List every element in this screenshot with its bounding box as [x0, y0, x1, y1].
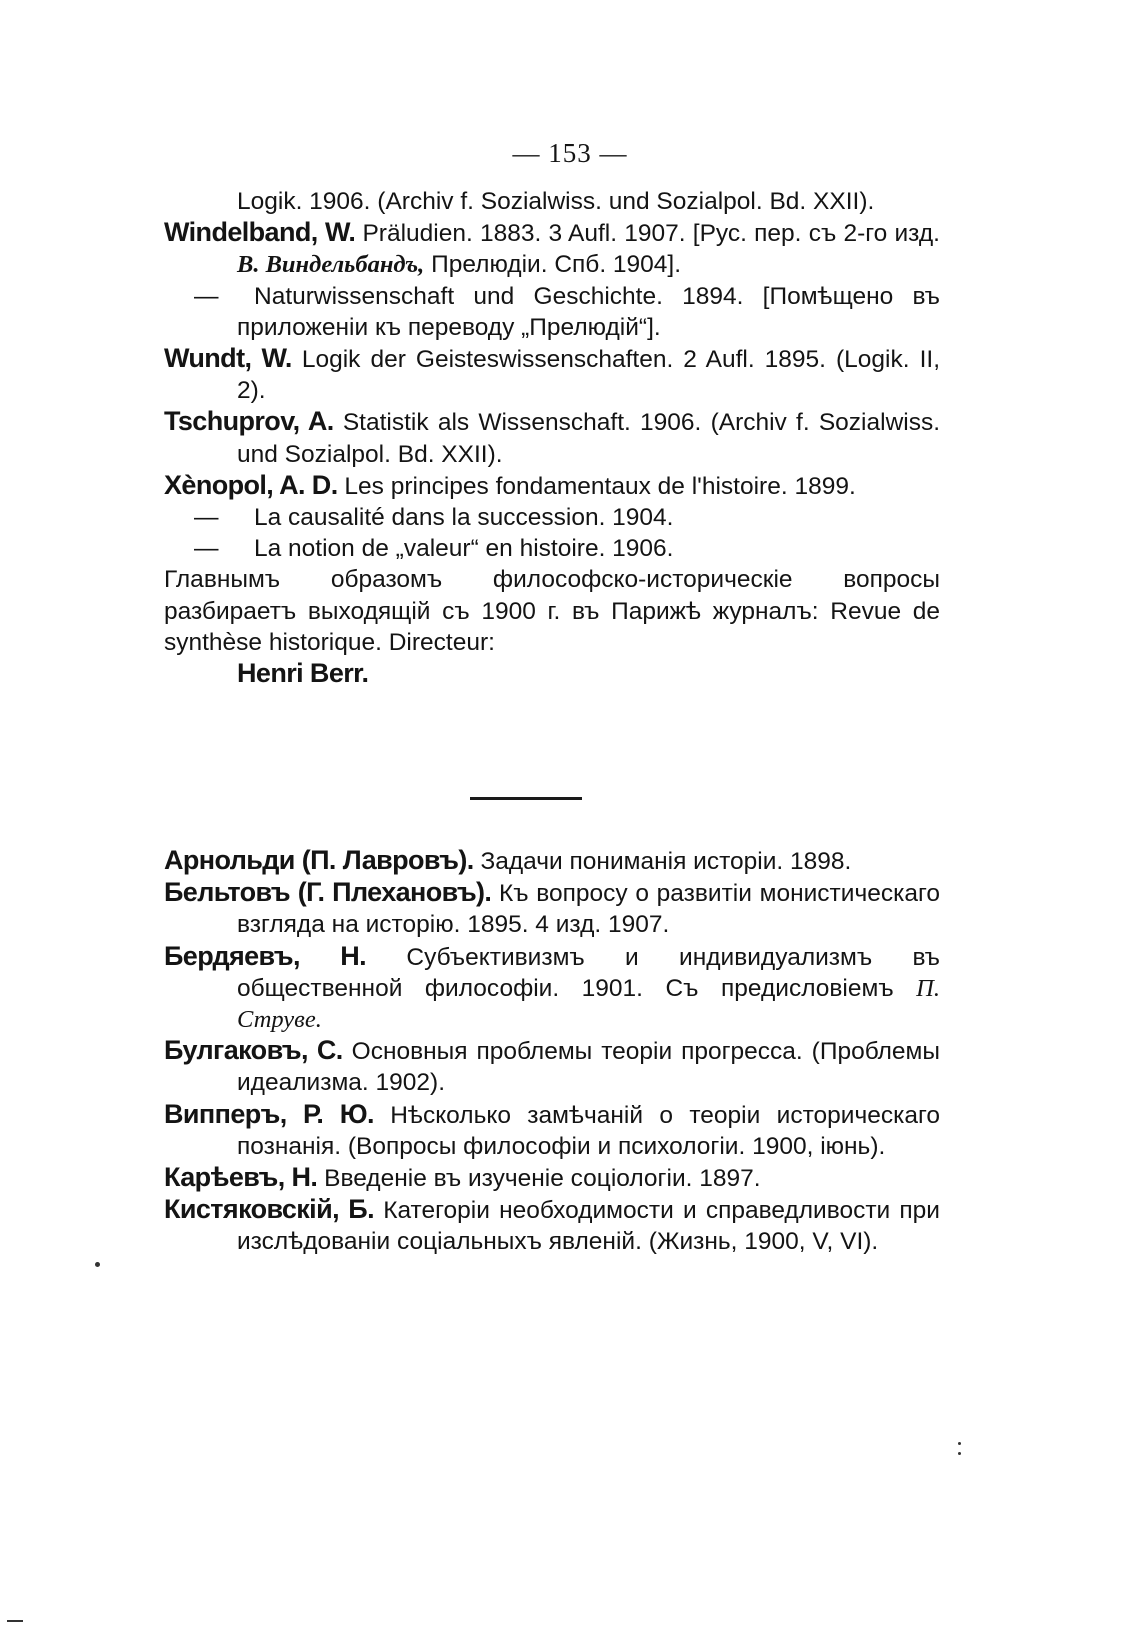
bib-entry-dash: — Naturwissenschaft und Geschichte. 1894. [Помѣщено въ приложенiи къ переводу „Прелюдiй“]. — [194, 282, 940, 341]
entry-author: Xènopol, A. D. — [164, 469, 338, 500]
entry-author: Кистяковскiй, Б. — [164, 1194, 374, 1225]
entry-text: La notion de „valeur“ en histoire. 1906. — [254, 535, 674, 563]
entry-text: Субъективизмъ и индивидуализмъ въ общественной философiи. 1901. Съ предисловiемъ — [237, 943, 940, 1002]
journal-note-text: Главнымъ образомъ философско-историческiе вопросы разбираетъ выходящiй съ 1900 г. въ Парижѣ журналъ: Revue de synthèse historique. Directeur: — [164, 566, 940, 656]
scan-speck — [958, 1442, 961, 1445]
journal-director: Henri Berr. — [237, 658, 369, 689]
bib-entry-dash: — La causalité dans la succession. 1904. — [194, 504, 674, 532]
journal-note — [164, 564, 940, 689]
entry-author: Карѣевъ, Н. — [164, 1162, 318, 1193]
bib-entry-berdyaev — [164, 941, 940, 1036]
entry-italic: П. Струве. — [237, 974, 940, 1034]
bib-entry-vipper — [164, 1099, 940, 1162]
entry-text: Statistik als Wissenschaft. 1906. (Archiv f. Sozialwiss. und Sozialpol. Bd. XXII). — [237, 409, 941, 468]
entry-text: Нѣсколько замѣчанiй о теорiи историческаго познанiя. (Вопросы философiи и психологiи. 1900, iюнь). — [237, 1101, 941, 1160]
entry-text: Основныя проблемы теорiи прогресса. (Проблемы идеализма. 1902). — [237, 1038, 940, 1097]
russian-bibliography — [164, 845, 940, 1258]
bib-entry-kistyakovsky — [164, 1194, 940, 1257]
bib-entry-bulgakov — [164, 1035, 940, 1098]
bib-entry-dash: — La notion de „valeur“ en histoire. 1906. — [194, 535, 674, 563]
scan-speck — [95, 1262, 100, 1267]
entry-author: Булгаковъ, С. — [164, 1035, 343, 1066]
bib-entry-kareev — [164, 1162, 940, 1194]
entry-tail: Прелюдiи. Спб. 1904]. — [431, 251, 682, 279]
bib-entry-continuation: Logik. 1906. (Archiv f. Sozialwiss. und Sozialpol. Bd. XXII). — [237, 188, 875, 215]
scan-speck — [958, 1452, 961, 1455]
entry-author: Бельтовъ (Г. Плехановъ). — [164, 877, 492, 908]
entry-italic: В. Виндельбандъ, — [237, 251, 425, 279]
entry-text: Категорiи необходимости и справедливости при изслѣдованiи соцiальныхъ явленiй. (Жизнь, 1900, V, VI). — [237, 1197, 940, 1256]
scan-speck — [7, 1620, 23, 1622]
bib-entry-tschuprov — [164, 406, 940, 469]
entry-text: Къ вопросу о развитiи монистическаго взгляда на исторiю. 1895. 4 изд. 1907. — [237, 880, 940, 939]
bib-entry-xenopol — [164, 470, 940, 502]
entry-text: Naturwissenschaft und Geschichte. 1894. [Помѣщено въ приложенiи къ переводу „Прелюдiй“]. — [237, 282, 940, 341]
entry-author: Tschuprov, A. — [164, 406, 334, 437]
entry-author: Випперъ, Р. Ю. — [164, 1098, 374, 1129]
page-number: — 153 — — [512, 138, 628, 168]
entry-text: La causalité dans la succession. 1904. — [254, 504, 674, 532]
entry-text: Введенiе въ изученiе соцiологiи. 1897. — [324, 1165, 761, 1193]
bib-entry-arnoldi — [164, 845, 940, 877]
bib-entry-wundt — [164, 343, 940, 406]
entry-author: Арнольди (П. Лавровъ). — [164, 845, 474, 875]
entry-author: Бердяевъ, Н. — [164, 940, 367, 971]
entry-text: Задачи пониманiя исторiи. 1898. — [480, 848, 852, 875]
bib-entry-windelband — [164, 217, 940, 280]
bib-entry-beltov — [164, 877, 940, 940]
entry-author: Windelband, W. — [164, 217, 356, 248]
western-bibliography — [164, 186, 940, 689]
section-divider — [470, 797, 582, 800]
entry-text: Logik der Geisteswissenschaften. 2 Aufl. 1895. (Logik. II, 2). — [237, 346, 940, 405]
entry-text: Präludien. 1883. 3 Aufl. 1907. [Рус. пер. съ 2-го изд. — [362, 220, 940, 248]
entry-text: Les principes fondamentaux de l'histoire. 1899. — [344, 472, 856, 500]
entry-author: Wundt, W. — [164, 343, 292, 374]
